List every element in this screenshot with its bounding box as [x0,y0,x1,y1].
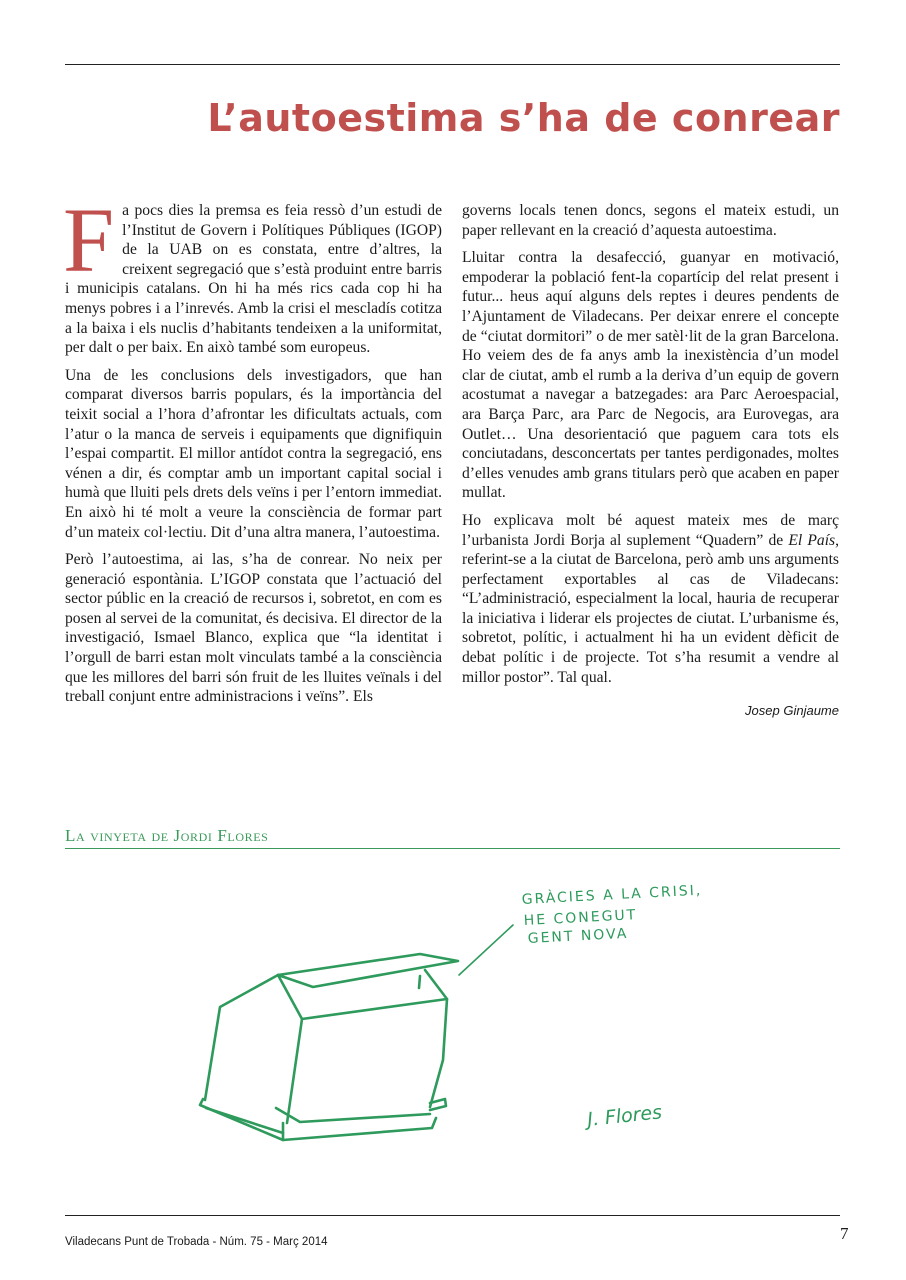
top-rule [65,64,840,65]
paragraph: governs locals tenen doncs, segons el mateix estudi, un paper rellevant en la creació d’aquesta autoestima. [462,202,839,239]
paragraph-text: , referint-se a la ciutat de Barcelona, però amb uns arguments perfectament exportables al cas de Viladecans: “L’administració, especialment la local, hauria de recuperar la iniciativa i liderar els projectes de ciutat. L’urbanisme és, sobretot, polític, i actualment hi ha un evident dèficit de debat polític i de projecte. Tot s’ha resumit a vendre al millor postor”. Tal qual. [462,531,840,686]
drop-cap: F [63,189,115,291]
paragraph: Lluitar contra la desafecció, guanyar en motivació, empoderar la població fent-la copartícip del relat present i futur... heus aquí alguns dels reptes i deures pendents de l’Ajuntament de Viladecans. Per deixar enrere el concepte de “ciutat dormitori” o de mer satèl·lit de la gran Barcelona. Ho veiem des de fa anys amb la inexistència d’un model clar de ciutat, amb el rumb a la deriva d’un equip de govern acostumat a navegar a batzegades: ara Parc Aeroespacial, ara Barça Parc, ara Parc de Negocis, ara Eurovegas, ara Outlet… Una desorientació que paguem cara tots els conciutadans, desconcertats per tantes perdigonades, moltes d’elles venudes amb grans titulars però que acaben en paper mullat. [462,249,839,502]
speech-line: GENT NOVA [527,925,629,947]
paragraph: Una de les conclusions dels investigadors, que han comparat diversos barris populars, és la importància del teixit social a l’hora d’afrontar les dificultats actuals, com l’atur o la manca de serveis i equipaments que dignifiquin l’espai compartit. El millor antídot contra la segregació, ens vénen a dir, és comptar amb un important capital social i humà que lluiti pels drets dels veïns i per l’entorn immediat. En això hi té molt a veure la consciència de formar part d’un mateix col·lectiu. Dit d’una altra manera, l’autoestima. [65,366,442,541]
paragraph: Però l’autoestima, ai las, s’ha de conrear. No neix per generació espontània. L’IGOP constata que l’actuació del sector públic en la creació de recursos i, sobretot, en com es posen al servei de la comunitat, és decisiva. El director de la investigació, Ismael Blanco, explica que “la identitat i l’orgull de barri estan molt vinculats també a la consciència que les millores del barri són fruit de les lluites veïnals i del treball conjunt entre administracions i veïns”. Els [65,551,442,706]
speech-line: HE CONEGUT [523,907,638,929]
author-byline: Josep Ginjaume [745,703,839,719]
article-title: L’autoestima s’ha de conrear [207,96,840,140]
paragraph-text: Ho explicava molt bé aquest mateix mes de març l’urbanista Jordi Borja al suplement “Quadern” de [462,511,839,549]
newspaper-name: El País [788,531,836,549]
paragraph-text: a pocs dies la premsa es feia ressò d’un estudi de l’Institut de Govern i Polítiques Públiques (IGOP) de la UAB on es constata, entre d’altres, la creixent segregació que s’està produint entre barris i municipis catalans. On hi ha més rics cada cop hi ha menys pobres i a l’inrevés. Amb la crisi el mescladís cotitza a la baixa i els nuclis d’habitants tendeixen a la uniformitat, per dalt o per baix. En això també som europeus. [65,202,442,357]
speech-pointer [459,925,513,975]
cartoon-drawing [190,860,760,1150]
article-column-left [63,189,442,715]
paragraph [462,511,839,687]
footer-rule [65,1215,840,1216]
page-number: 7 [840,1224,849,1243]
cartoon-section-title: La vinyeta de Jordi Flores [65,826,269,845]
cartoon-signature: J. Flores [586,1101,664,1131]
section-rule [65,848,840,849]
speech-line: GRÀCIES A LA CRISI, [521,882,703,908]
article-column-right [462,201,839,721]
footer-publication: Viladecans Punt de Trobada - Núm. 75 - Març 2014 [65,1236,328,1248]
cardboard-box-drawing [200,954,458,1140]
paragraph [63,189,442,358]
